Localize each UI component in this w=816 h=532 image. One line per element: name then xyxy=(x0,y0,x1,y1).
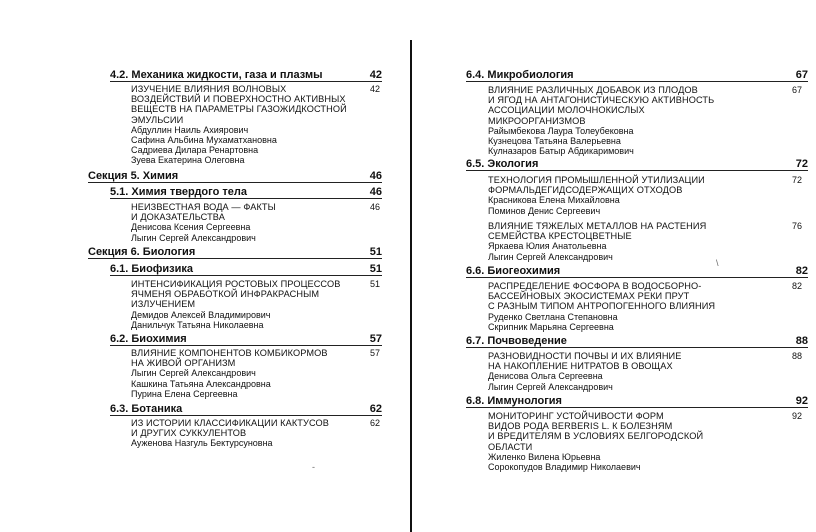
entry-title-line: НА ЖИВОЙ ОРГАНИЗМ xyxy=(131,358,236,369)
entry-title-line: ИЗЛУЧЕНИЕМ xyxy=(131,299,196,310)
entry-author: Зуева Екатерина Олеговна xyxy=(131,155,245,166)
entry-page: 92 xyxy=(791,411,802,421)
entry-author: Яркаева Юлия Анатольевна xyxy=(488,241,607,252)
section-page: 57 xyxy=(369,333,382,345)
section-label: 6.3. Ботаника xyxy=(110,403,183,415)
entry-author: Руденко Светлана Степановна xyxy=(488,311,618,322)
section-heading-5-1[interactable] xyxy=(110,186,382,199)
section-heading-6-6[interactable] xyxy=(466,265,808,278)
entry-author: Сафина Альбина Мухаматхановна xyxy=(131,135,277,146)
entry-page: 42 xyxy=(369,84,380,94)
entry-title-line: РАЗНОВИДНОСТИ ПОЧВЫ И ИХ ВЛИЯНИЕ xyxy=(488,351,682,361)
page-gutter-divider xyxy=(410,40,412,532)
entry-author: Пурина Елена Сергеевна xyxy=(131,388,238,399)
entry-title-line: И ДРУГИХ СУККУЛЕНТОВ xyxy=(131,428,247,439)
section-page: 62 xyxy=(369,403,382,415)
entry-title-line: НЕИЗВЕСТНАЯ ВОДА — ФАКТЫ xyxy=(131,202,276,212)
entry-title-line: ТЕХНОЛОГИЯ ПРОМЫШЛЕННОЙ УТИЛИЗАЦИИ xyxy=(488,175,705,185)
entry-title-line: ОБЛАСТИ xyxy=(488,441,533,452)
section-page: 42 xyxy=(369,69,382,81)
entry-author: Денисова Ксения Сергеевна xyxy=(131,222,251,233)
section-page: 51 xyxy=(369,263,382,275)
section-label: 6.2. Биохимия xyxy=(110,333,187,345)
section-heading-6-5[interactable] xyxy=(466,158,808,171)
entry-author: Ауженова Назгуль Бектурсуновна xyxy=(131,438,273,449)
section-page: 92 xyxy=(795,395,808,407)
entry-title-line: МОНИТОРИНГ УСТОЙЧИВОСТИ ФОРМ xyxy=(488,411,664,421)
entry-title-line: ВИДОВ РОДА BERBERIS L. К БОЛЕЗНЯМ xyxy=(488,421,673,432)
entry-page: 88 xyxy=(791,351,802,361)
section-heading-6-7[interactable] xyxy=(466,335,808,348)
section-label: 6.8. Иммунология xyxy=(466,395,562,407)
entry-author: Демидов Алексей Владимирович xyxy=(131,309,271,320)
section-heading-4-2[interactable] xyxy=(110,69,382,82)
entry-title-line: И ВРЕДИТЕЛЯМ В УСЛОВИЯХ БЕЛГОРОДСКОЙ xyxy=(488,431,704,442)
entry-author: Лыгин Сергей Александрович xyxy=(488,251,613,262)
section-page: 46 xyxy=(369,186,382,198)
section-heading-5[interactable] xyxy=(88,170,382,183)
toc-entry-57[interactable] xyxy=(131,348,382,399)
section-label: 6.5. Экология xyxy=(466,158,539,170)
toc-entry-82[interactable] xyxy=(488,281,808,332)
section-page: 67 xyxy=(795,69,808,81)
entry-page: 51 xyxy=(369,279,380,289)
entry-author: Кулназаров Батыр Абдикаримович xyxy=(488,146,634,157)
entry-title-line: ФОРМАЛЬДЕГИДСОДЕРЖАЩИХ ОТХОДОВ xyxy=(488,185,683,196)
section-label: 5.1. Химия твердого тела xyxy=(110,186,247,198)
scan-mark: - xyxy=(312,462,315,472)
section-label: 6.1. Биофизика xyxy=(110,263,194,275)
entry-author: Райымбекова Лаура Толеубековна xyxy=(488,125,634,136)
entry-author: Данильчук Татьяна Николаевна xyxy=(131,319,264,330)
toc-entry-46[interactable] xyxy=(131,202,382,243)
entry-author: Абдуллин Наиль Ахиярович xyxy=(131,124,249,135)
section-heading-6-3[interactable] xyxy=(110,403,382,416)
entry-author: Лыгин Сергей Александрович xyxy=(488,381,613,392)
entry-title-line: И ЯГОД НА АНТАГОНИСТИЧЕСКУЮ АКТИВНОСТЬ xyxy=(488,95,715,106)
toc-entry-92[interactable] xyxy=(488,411,808,472)
entry-author: Садриева Дилара Ренартовна xyxy=(131,145,259,156)
entry-page: 76 xyxy=(791,221,802,231)
toc-entry-62[interactable] xyxy=(131,418,382,449)
entry-title-line: С РАЗНЫМ ТИПОМ АНТРОПОГЕННОГО ВЛИЯНИЯ xyxy=(488,301,716,312)
entry-page: 62 xyxy=(369,418,380,428)
entry-title-line: МИКРООРГАНИЗМОВ xyxy=(488,115,586,126)
toc-entry-88[interactable] xyxy=(488,351,808,392)
entry-author: Денисова Ольга Сергеевна xyxy=(488,371,603,382)
toc-entry-42[interactable] xyxy=(131,84,382,166)
section-heading-6[interactable] xyxy=(88,246,382,259)
entry-title-line: ВЛИЯНИЕ РАЗЛИЧНЫХ ДОБАВОК ИЗ ПЛОДОВ xyxy=(488,85,698,95)
section-heading-6-2[interactable] xyxy=(110,333,382,346)
entry-title-line: СЕМЕЙСТВА КРЕСТОЦВЕТНЫЕ xyxy=(488,231,632,242)
entry-author: Лыгин Сергей Александрович xyxy=(131,368,256,379)
entry-page: 46 xyxy=(369,202,380,212)
entry-title-line: ВЛИЯНИЕ КОМПОНЕНТОВ КОМБИКОРМОВ xyxy=(131,348,328,358)
section-label: 6.6. Биогеохимия xyxy=(466,265,561,277)
section-label: 4.2. Механика жидкости, газа и плазмы xyxy=(110,69,323,81)
entry-title-line: ЭМУЛЬСИИ xyxy=(131,114,184,125)
toc-entry-51[interactable] xyxy=(131,279,382,330)
toc-entry-76[interactable] xyxy=(488,221,808,262)
section-heading-6-4[interactable] xyxy=(466,69,808,82)
entry-title-line: ВЕЩЕСТВ НА ПАРАМЕТРЫ ГАЗОЖИДКОСТНОЙ xyxy=(131,104,347,115)
entry-author: Кузнецова Татьяна Валерьевна xyxy=(488,136,621,147)
section-label: 6.4. Микробиология xyxy=(466,69,574,81)
section-page: 72 xyxy=(795,158,808,170)
section-label: Секция 6. Биология xyxy=(88,246,196,258)
section-page: 51 xyxy=(369,246,382,258)
entry-page: 82 xyxy=(791,281,802,291)
entry-title-line: И ДОКАЗАТЕЛЬСТВА xyxy=(131,212,225,223)
toc-entry-72[interactable] xyxy=(488,175,808,216)
section-page: 88 xyxy=(795,335,808,347)
entry-page: 57 xyxy=(369,348,380,358)
entry-author: Сорокопудов Владимир Николаевич xyxy=(488,462,641,473)
entry-author: Скрипник Марьяна Сергеевна xyxy=(488,321,614,332)
entry-title-line: ИЗ ИСТОРИИ КЛАССИФИКАЦИИ КАКТУСОВ xyxy=(131,418,329,428)
section-label: 6.7. Почвоведение xyxy=(466,335,567,347)
entry-author: Кашкина Татьяна Александровна xyxy=(131,378,271,389)
entry-title-line: ВОЗДЕЙСТВИЙ И ПОВЕРХНОСТНО АКТИВНЫХ xyxy=(131,94,346,105)
section-page: 46 xyxy=(369,170,382,182)
entry-title-line: ВЛИЯНИЕ ТЯЖЕЛЫХ МЕТАЛЛОВ НА РАСТЕНИЯ xyxy=(488,221,707,231)
entry-author: Поминов Денис Сергеевич xyxy=(488,205,601,216)
entry-title-line: БАССЕЙНОВЫХ ЭКОСИСТЕМАХ РЕКИ ПРУТ xyxy=(488,291,690,302)
entry-title-line: ИЗУЧЕНИЕ ВЛИЯНИЯ ВОЛНОВЫХ xyxy=(131,84,287,94)
scan-mark: \ xyxy=(716,258,719,268)
entry-title-line: РАСПРЕДЕЛЕНИЕ ФОСФОРА В ВОДОСБОРНО- xyxy=(488,281,702,291)
section-label: Секция 5. Химия xyxy=(88,170,179,182)
section-heading-6-1[interactable] xyxy=(110,263,382,276)
section-heading-6-8[interactable] xyxy=(466,395,808,408)
entry-author: Лыгин Сергей Александрович xyxy=(131,232,256,243)
entry-author: Красникова Елена Михайловна xyxy=(488,195,620,206)
entry-page: 67 xyxy=(791,85,802,95)
entry-title-line: НА НАКОПЛЕНИЕ НИТРАТОВ В ОВОЩАХ xyxy=(488,361,673,372)
entry-page: 72 xyxy=(791,175,802,185)
toc-entry-67[interactable] xyxy=(488,85,808,156)
entry-title-line: ЯЧМЕНЯ ОБРАБОТКОЙ ИНФРАКРАСНЫМ xyxy=(131,289,320,300)
entry-title-line: АССОЦИАЦИИ МОЛОЧНОКИСЛЫХ xyxy=(488,105,645,116)
entry-author: Жиленко Вилена Юрьевна xyxy=(488,451,601,462)
section-page: 82 xyxy=(795,265,808,277)
entry-title-line: ИНТЕНСИФИКАЦИЯ РОСТОВЫХ ПРОЦЕССОВ xyxy=(131,279,341,289)
